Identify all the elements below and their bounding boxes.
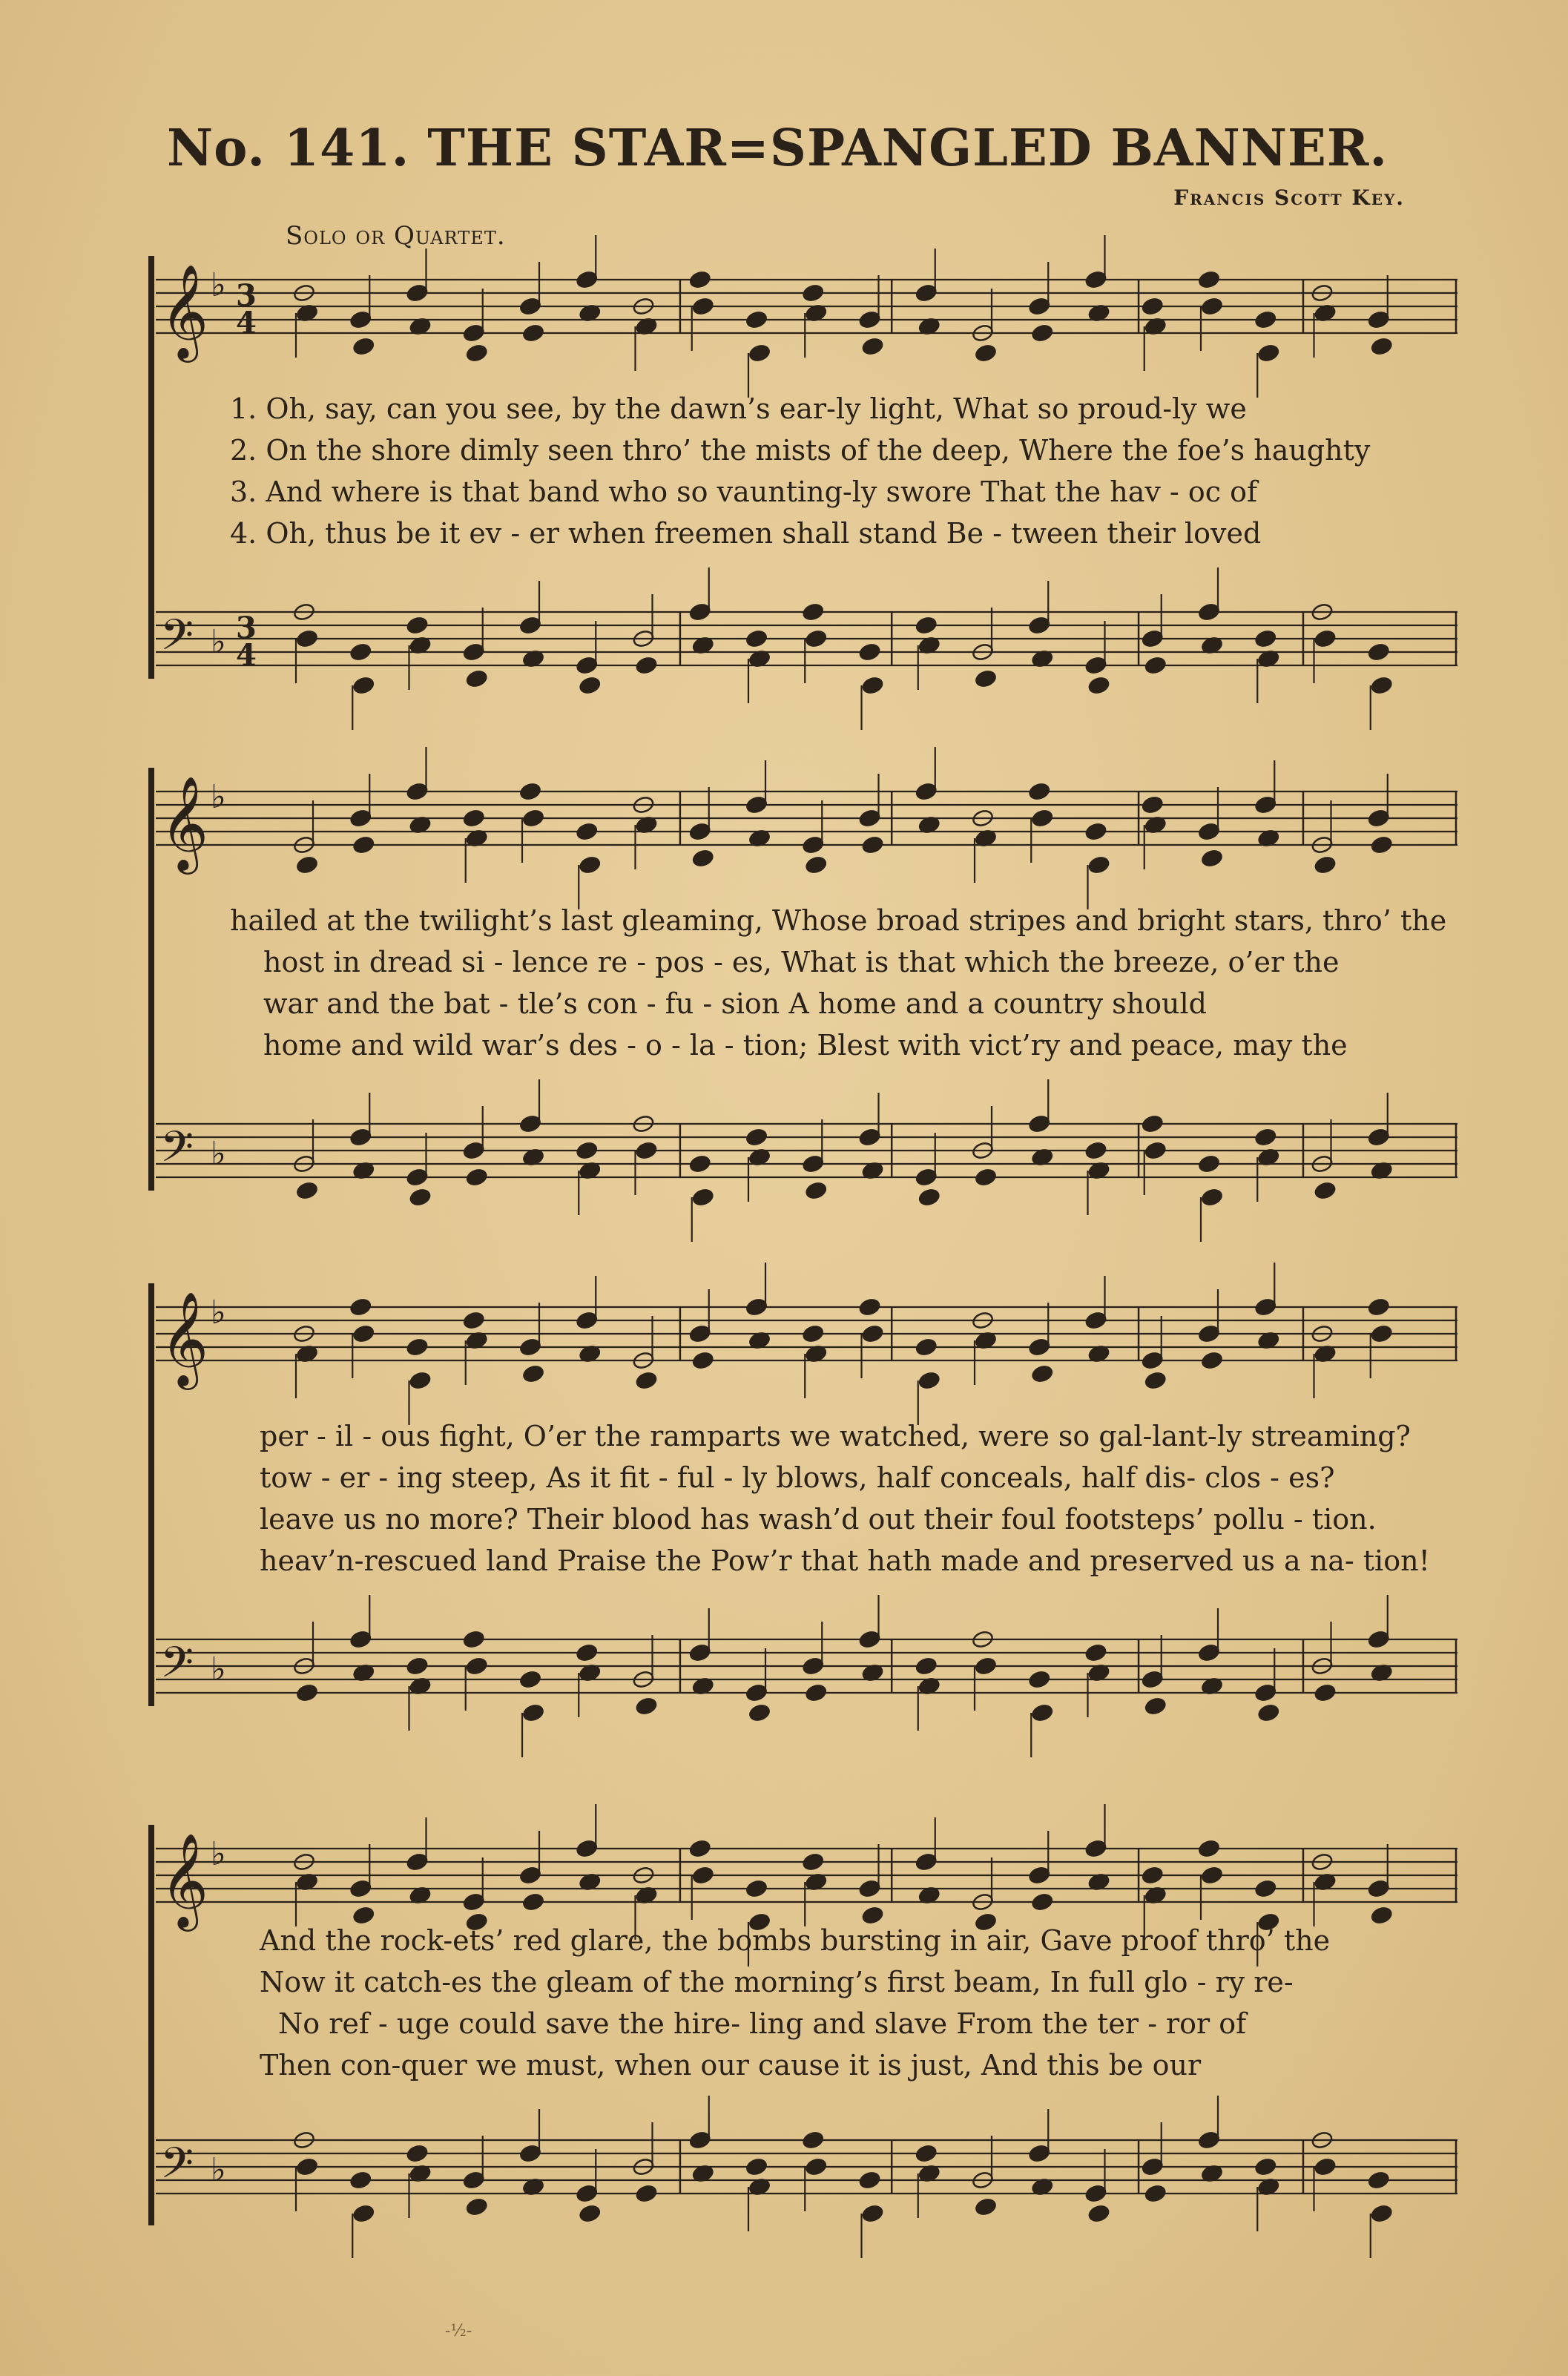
note-head <box>1370 2204 1393 2223</box>
note-head <box>1031 1364 1054 1383</box>
bass-staff <box>148 1109 1457 1182</box>
time-signature-icon: 3 <box>236 611 257 645</box>
note-head <box>349 310 372 329</box>
note-head <box>522 809 545 828</box>
note-head <box>1367 1297 1390 1317</box>
treble-clef-icon: 𝄞 <box>160 1832 209 1927</box>
lyric-verse-3: leave us no more? Their blood has wash’d out their foul footsteps’ pollu - tion. <box>260 1503 1377 1536</box>
note-head <box>1254 1297 1277 1317</box>
note-head <box>918 1371 941 1390</box>
flat-icon: ♭ <box>211 2151 226 2189</box>
note-head <box>296 2157 319 2176</box>
note-head <box>1028 297 1051 316</box>
note-head <box>915 283 938 303</box>
note-head <box>576 1839 599 1858</box>
note-head <box>1254 1683 1277 1702</box>
note-head <box>975 2197 998 2217</box>
note-head <box>1084 2184 1107 2203</box>
note-head <box>1201 849 1224 868</box>
note-head <box>349 1630 372 1649</box>
note-head <box>1028 616 1051 635</box>
note-head <box>691 849 714 868</box>
note-head <box>1370 1324 1393 1343</box>
note-head <box>465 343 488 363</box>
note-head <box>1254 1879 1277 1898</box>
note-head <box>635 1697 658 1716</box>
note-head <box>1367 1630 1390 1649</box>
note-head <box>1198 270 1221 289</box>
note-head <box>576 2184 599 2203</box>
note-head <box>352 337 375 356</box>
note-head <box>1367 642 1390 662</box>
flat-icon: ♭ <box>211 623 226 661</box>
note-head <box>688 602 711 622</box>
note-head <box>1084 1839 1107 1858</box>
note-head <box>858 642 881 662</box>
note-head <box>688 270 711 289</box>
note-head <box>1198 1324 1221 1343</box>
note-head <box>1254 1128 1277 1147</box>
lyric-verse-4: 4. Oh, thus be it ev - er when freemen shall stand Be - tween their loved <box>230 517 1262 550</box>
note-head <box>975 343 998 363</box>
note-head <box>861 676 884 695</box>
note-head <box>915 616 938 635</box>
note-head <box>745 1879 768 1898</box>
bass-staff-drawing <box>148 2125 1457 2238</box>
note-head <box>691 1188 714 1207</box>
treble-clef-icon: 𝄞 <box>160 775 209 870</box>
lyric-verse-1: hailed at the twilight’s last gleaming, Whose broad stripes and bright stars, thro’ the <box>230 904 1447 937</box>
note-head <box>805 2157 828 2176</box>
note-head <box>858 2171 881 2190</box>
note-head <box>858 1630 881 1649</box>
lyrics-block <box>148 1415 1568 1582</box>
note-head <box>465 1656 488 1676</box>
lyrics-block <box>148 388 1539 554</box>
note-head <box>915 782 938 801</box>
note-head <box>349 1297 372 1317</box>
note-head <box>406 616 429 635</box>
note-head <box>1084 1311 1107 1330</box>
note-head <box>745 310 768 329</box>
note-head <box>406 1337 429 1357</box>
note-head <box>1201 1351 1224 1370</box>
note-head <box>1141 1351 1164 1370</box>
note-head <box>519 782 542 801</box>
note-head <box>406 2144 429 2163</box>
note-head <box>635 2184 658 2203</box>
note-head <box>352 1324 375 1343</box>
note-head <box>1314 629 1337 648</box>
note-head <box>1367 809 1390 828</box>
note-head <box>1201 1188 1224 1207</box>
note-head <box>1314 855 1337 875</box>
note-head <box>522 1892 545 1912</box>
note-head <box>975 1168 998 1187</box>
note-head <box>858 310 881 329</box>
note-head <box>1144 656 1167 675</box>
lyric-verse-4: heav’n-rescued land Praise the Pow’r that hath made and preserved us a na- tion! <box>260 1544 1430 1577</box>
lyrics-block <box>148 1920 1568 2086</box>
lyric-verse-2: tow - er - ing steep, As it fit - ful - ly blows, half conceals, half dis- clos - es? <box>260 1461 1335 1494</box>
note-head <box>745 629 768 648</box>
note-head <box>462 323 485 343</box>
note-head <box>406 782 429 801</box>
note-head <box>296 1683 319 1702</box>
note-head <box>1198 1154 1221 1174</box>
page-mark: -½- <box>445 2322 472 2340</box>
note-head <box>805 1181 828 1200</box>
note-head <box>1141 629 1164 648</box>
note-head <box>1367 1128 1390 1147</box>
note-head <box>462 809 485 828</box>
note-head <box>406 1168 429 1187</box>
note-head <box>1087 676 1110 695</box>
note-head <box>1144 1371 1167 1390</box>
note-head <box>688 1324 711 1343</box>
note-head <box>1141 795 1164 815</box>
note-head <box>519 1114 542 1133</box>
note-head <box>1028 1670 1051 1689</box>
lyric-verse-1: 1. Oh, say, can you see, by the dawn’s ear-ly light, What so proud-ly we <box>230 392 1247 425</box>
lyrics-block <box>148 900 1539 1066</box>
treble-clef-icon: 𝄞 <box>160 1291 209 1386</box>
note-head <box>296 629 319 648</box>
treble-staff <box>148 1291 1457 1386</box>
note-head <box>519 297 542 316</box>
note-head <box>688 1154 711 1174</box>
note-head <box>576 1141 599 1160</box>
note-head <box>745 795 768 815</box>
note-head <box>352 676 375 695</box>
bass-staff-drawing <box>148 1625 1457 1737</box>
note-head <box>861 337 884 356</box>
note-head <box>858 1297 881 1317</box>
note-head <box>1367 310 1390 329</box>
note-head <box>406 1656 429 1676</box>
time-signature-icon: 4 <box>236 638 257 673</box>
note-head <box>1201 1866 1224 1885</box>
note-head <box>1198 2130 1221 2150</box>
note-head <box>688 1643 711 1662</box>
note-head <box>1141 1866 1164 1885</box>
note-head <box>576 1643 599 1662</box>
note-head <box>918 1188 941 1207</box>
bass-staff <box>148 1625 1457 1698</box>
note-head <box>915 1168 938 1187</box>
note-head <box>915 1337 938 1357</box>
note-head <box>349 642 372 662</box>
note-head <box>1087 855 1110 875</box>
note-head <box>1031 1703 1054 1722</box>
song-number: No. 141. <box>167 119 410 178</box>
note-head <box>691 1351 714 1370</box>
note-head <box>1367 2171 1390 2190</box>
note-head <box>1314 1683 1337 1702</box>
time-signature-icon: 4 <box>236 306 257 340</box>
note-head <box>1198 822 1221 841</box>
note-head <box>1028 1866 1051 1885</box>
bass-clef-icon: 𝄢 <box>160 610 194 671</box>
note-head <box>352 2204 375 2223</box>
note-head <box>462 1311 485 1330</box>
note-head <box>802 602 825 622</box>
note-head <box>1257 1703 1280 1722</box>
note-head <box>519 1670 542 1689</box>
note-head <box>1084 1141 1107 1160</box>
note-head <box>352 835 375 855</box>
note-head <box>1254 310 1277 329</box>
note-head <box>522 1703 545 1722</box>
note-head <box>1141 1114 1164 1133</box>
note-head <box>975 1656 998 1676</box>
note-head <box>1370 835 1393 855</box>
note-head <box>858 1879 881 1898</box>
lyric-verse-3: 3. And where is that band who so vaunting-ly swore That the hav - oc of <box>230 475 1258 508</box>
note-head <box>858 809 881 828</box>
note-head <box>1254 629 1277 648</box>
note-head <box>1084 822 1107 841</box>
note-head <box>1031 1892 1054 1912</box>
note-head <box>576 822 599 841</box>
note-head <box>296 855 319 875</box>
note-head <box>465 2197 488 2217</box>
note-head <box>522 323 545 343</box>
note-head <box>349 1879 372 1898</box>
note-head <box>579 2204 602 2223</box>
note-head <box>349 2171 372 2190</box>
note-head <box>1257 343 1280 363</box>
note-head <box>1141 2157 1164 2176</box>
note-head <box>465 669 488 688</box>
note-head <box>745 1297 768 1317</box>
note-head <box>802 2130 825 2150</box>
note-head <box>1144 1141 1167 1160</box>
note-head <box>805 855 828 875</box>
lyric-verse-1: per - il - ous fight, O’er the ramparts we watched, were so gal-lant-ly streaming? <box>260 1420 1411 1452</box>
song-title <box>167 119 1388 178</box>
note-head <box>1141 1670 1164 1689</box>
note-head <box>861 1324 884 1343</box>
note-head <box>861 835 884 855</box>
lyric-verse-2: Now it catch-es the gleam of the morning’s first beam, In full glo - ry re- <box>260 1966 1294 1998</box>
flat-icon: ♭ <box>211 266 226 304</box>
note-head <box>1084 1643 1107 1662</box>
note-head <box>1370 676 1393 695</box>
lyric-verse-1: And the rock-ets’ red glare, the bombs bursting in air, Gave proof thro’ the <box>260 1924 1331 1957</box>
note-head <box>462 1141 485 1160</box>
note-head <box>1028 1337 1051 1357</box>
treble-staff-drawing <box>148 1292 1457 1405</box>
note-head <box>406 1852 429 1872</box>
performance-note: Solo or Quartet. <box>286 221 506 251</box>
note-head <box>748 343 771 363</box>
note-head <box>802 835 825 855</box>
note-head <box>861 2204 884 2223</box>
note-head <box>462 1892 485 1912</box>
time-signature-icon: 3 <box>236 278 257 313</box>
lyric-verse-2: 2. On the shore dimly seen thro’ the mists of the deep, Where the foe’s haughty <box>230 434 1371 467</box>
note-head <box>576 1311 599 1330</box>
note-head <box>915 1656 938 1676</box>
treble-staff-drawing <box>148 265 1457 378</box>
note-head <box>802 283 825 303</box>
note-head <box>519 616 542 635</box>
lyric-verse-4: home and wild war’s des - o - la - tion; Blest with vict’ry and peace, may the <box>263 1029 1348 1062</box>
treble-staff <box>148 263 1457 358</box>
note-head <box>1314 2157 1337 2176</box>
note-head <box>519 2144 542 2163</box>
note-head <box>748 1703 771 1722</box>
note-head <box>802 1852 825 1872</box>
note-head <box>1367 1879 1390 1898</box>
bass-staff-drawing <box>148 597 1457 710</box>
bass-staff-drawing <box>148 1109 1457 1222</box>
note-head <box>519 1866 542 1885</box>
note-head <box>745 1128 768 1147</box>
note-head <box>635 1141 658 1160</box>
song-name: THE STAR=SPANGLED BANNER. <box>427 119 1389 178</box>
note-head <box>465 1168 488 1187</box>
note-head <box>745 2157 768 2176</box>
note-head <box>691 297 714 316</box>
note-head <box>915 1852 938 1872</box>
note-head <box>858 1128 881 1147</box>
note-head <box>1028 2144 1051 2163</box>
note-head <box>1198 1643 1221 1662</box>
bass-staff <box>148 2125 1457 2199</box>
note-head <box>1031 809 1054 828</box>
lyric-verse-2: host in dread si - lence re - pos - es, What is that which the breeze, o’er the <box>263 946 1340 978</box>
note-head <box>576 656 599 675</box>
note-head <box>915 2144 938 2163</box>
bass-clef-icon: 𝄢 <box>160 2138 194 2199</box>
note-head <box>462 642 485 662</box>
treble-staff <box>148 1832 1457 1927</box>
note-head <box>1201 297 1224 316</box>
note-head <box>409 1188 432 1207</box>
note-head <box>296 1181 319 1200</box>
note-head <box>688 822 711 841</box>
note-head <box>462 2171 485 2190</box>
note-head <box>802 1154 825 1174</box>
flat-icon: ♭ <box>211 1294 226 1332</box>
note-head <box>409 1371 432 1390</box>
note-head <box>349 809 372 828</box>
note-head <box>635 1371 658 1390</box>
note-head <box>1314 1181 1337 1200</box>
note-head <box>579 676 602 695</box>
note-head <box>1198 602 1221 622</box>
note-head <box>688 2130 711 2150</box>
note-head <box>805 1683 828 1702</box>
note-head <box>1254 2157 1277 2176</box>
treble-staff-drawing <box>148 777 1457 889</box>
note-head <box>579 855 602 875</box>
note-head <box>1198 1839 1221 1858</box>
flat-icon: ♭ <box>211 778 226 816</box>
lyric-verse-3: war and the bat - tle’s con - fu - sion A home and a country should <box>263 987 1207 1020</box>
bass-staff <box>148 597 1457 673</box>
note-head <box>1084 656 1107 675</box>
note-head <box>349 1128 372 1147</box>
note-head <box>802 1656 825 1676</box>
note-head <box>462 1630 485 1649</box>
note-head <box>635 656 658 675</box>
lyric-verse-3: No ref - uge could save the hire- ling and slave From the ter - ror of <box>278 2007 1247 2040</box>
note-head <box>745 1683 768 1702</box>
treble-staff <box>148 775 1457 870</box>
flat-icon: ♭ <box>211 1651 226 1688</box>
note-head <box>1254 795 1277 815</box>
note-head <box>1031 323 1054 343</box>
note-head <box>802 1324 825 1343</box>
note-head <box>805 629 828 648</box>
note-head <box>975 669 998 688</box>
note-head <box>688 1839 711 1858</box>
note-head <box>691 1866 714 1885</box>
flat-icon: ♭ <box>211 1135 226 1173</box>
note-head <box>1087 2204 1110 2223</box>
note-head <box>522 1364 545 1383</box>
bass-clef-icon: 𝄢 <box>160 1122 194 1182</box>
bass-clef-icon: 𝄢 <box>160 1637 194 1698</box>
note-head <box>1144 2184 1167 2203</box>
lyric-verse-4: Then con-quer we must, when our cause it is just, And this be our <box>260 2049 1202 2082</box>
note-head <box>406 283 429 303</box>
note-head <box>1370 337 1393 356</box>
flat-icon: ♭ <box>211 1835 226 1873</box>
note-head <box>1084 270 1107 289</box>
note-head <box>576 270 599 289</box>
note-head <box>1141 297 1164 316</box>
author: Francis Scott Key. <box>1173 185 1405 210</box>
note-head <box>1028 1114 1051 1133</box>
note-head <box>1144 1697 1167 1716</box>
note-head <box>1028 782 1051 801</box>
treble-clef-icon: 𝄞 <box>160 263 209 358</box>
note-head <box>519 1337 542 1357</box>
